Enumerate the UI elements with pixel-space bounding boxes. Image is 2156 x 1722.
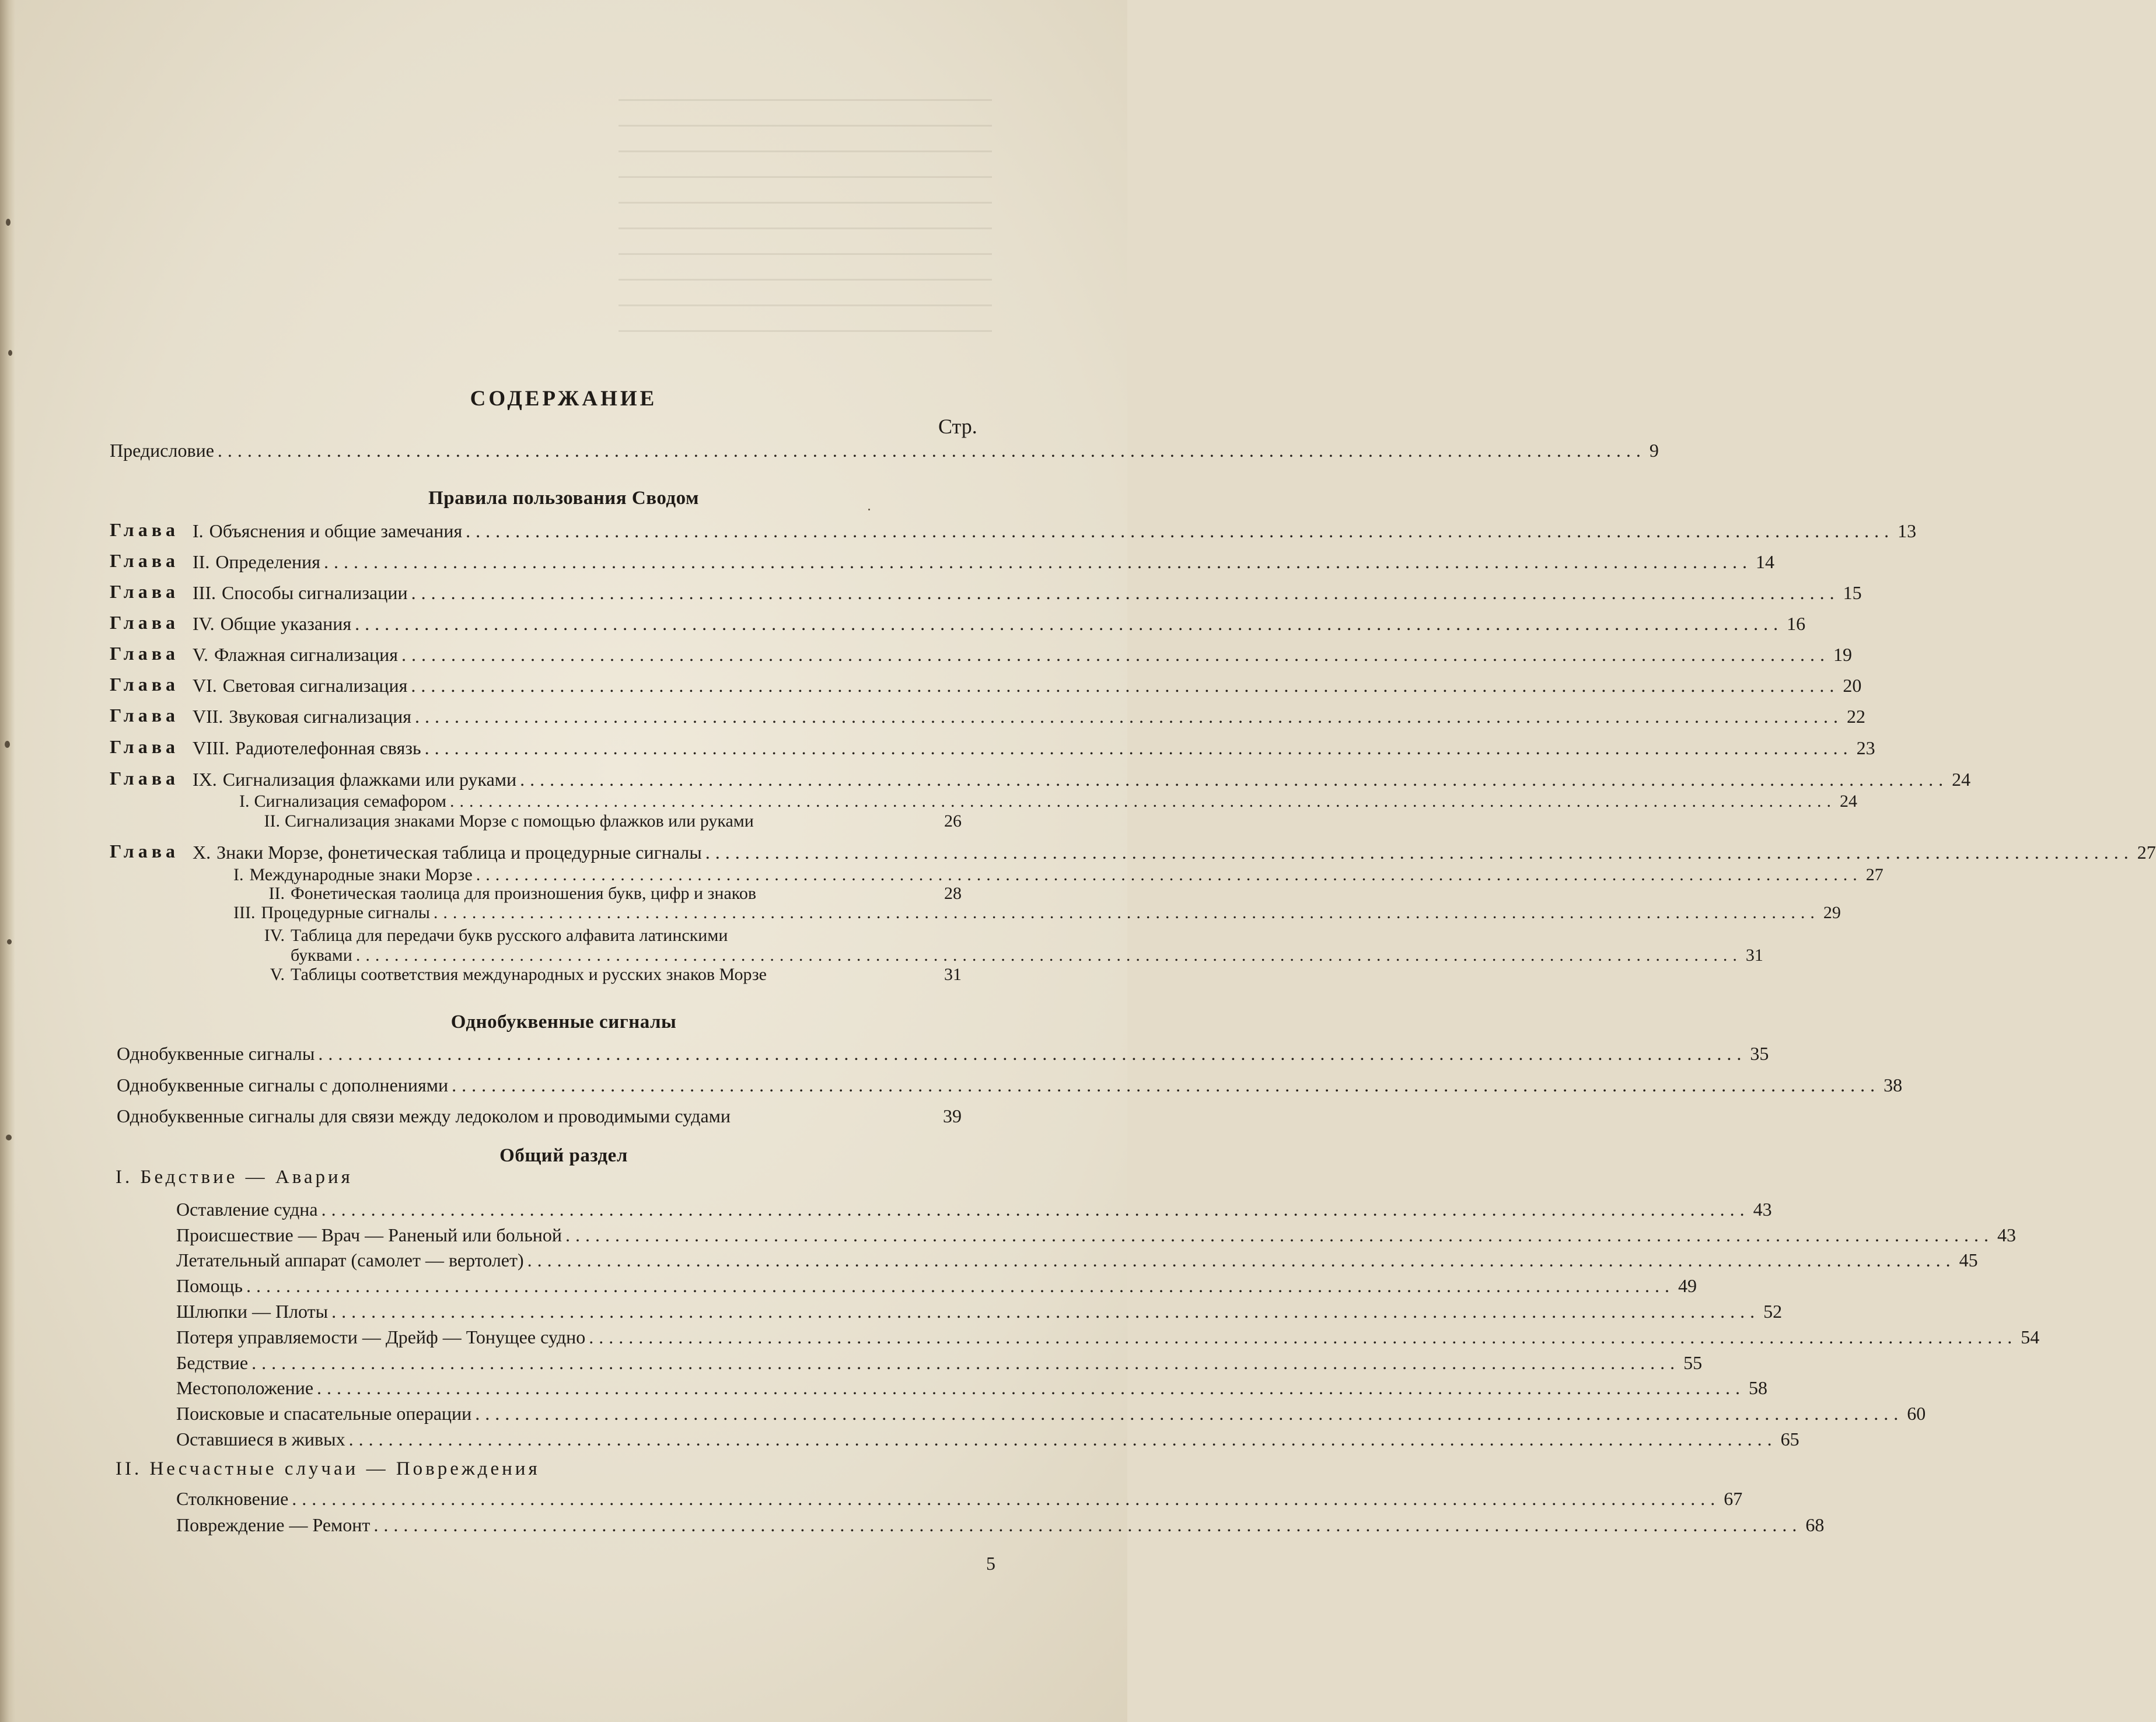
toc-label: Предисловие	[110, 440, 214, 461]
leader-dots: ................................................................................................................................................	[355, 946, 1742, 965]
chapter-number: VI.	[193, 675, 217, 696]
toc-page: 49	[1678, 1275, 1697, 1296]
toc-page: 38	[1884, 1074, 1903, 1096]
toc-row-chapter[interactable]	[193, 841, 2156, 864]
toc-label: Сигнализация флажками или руками	[222, 769, 517, 790]
toc-label: Сигнализация семафором	[254, 792, 447, 811]
toc-row-subsection[interactable]	[233, 901, 1841, 925]
leader-dots: ................................................................................................................................................	[373, 1514, 1802, 1535]
chapter-number: VIII.	[193, 737, 230, 758]
toc-row-distress-item[interactable]	[176, 1402, 1926, 1425]
toc-row-chapter[interactable]	[193, 581, 1862, 604]
subsection-number: II.	[268, 884, 285, 903]
toc-row-distress-item[interactable]	[176, 1198, 1772, 1221]
toc-page: 29	[1823, 903, 1841, 922]
toc-page: 14	[1755, 551, 1774, 572]
toc-label: Помощь	[176, 1275, 243, 1296]
part-heading-accidents: II. Несчастные случаи — Повреждения	[116, 1458, 540, 1479]
toc-page: 31	[1745, 946, 1763, 965]
leader-dots: ................................................................................................................................................	[414, 706, 1843, 727]
toc-label: Звуковая сигнализация	[229, 706, 411, 727]
toc-page: 23	[1856, 737, 1875, 758]
leader-dots: ................................................................................................................................................	[292, 1488, 1721, 1509]
leader-dots: ................................................................................................................................................	[565, 1224, 1994, 1245]
toc-label: Таблицы соответствия международных и русских знаков Морзе	[291, 965, 767, 984]
chapter-number: V.	[193, 644, 208, 665]
scan-speck	[6, 219, 11, 226]
toc-row-chapter[interactable]	[193, 519, 1917, 542]
toc-row-distress-item[interactable]	[176, 1300, 1783, 1323]
leader-dots: ................................................................................................................................................	[217, 440, 1646, 461]
chapter-word: Глава	[110, 550, 179, 571]
chapter-number: VII.	[193, 706, 223, 727]
toc-row-distress-item[interactable]	[176, 1351, 1703, 1374]
leader-dots: ................................................................................................................................................	[452, 1074, 1881, 1096]
toc-label: Оставление судна	[176, 1199, 318, 1220]
toc-page: 58	[1749, 1377, 1768, 1398]
toc-row-chapter[interactable]	[193, 550, 1774, 573]
contents-title: СОДЕРЖАНИЕ	[470, 387, 658, 411]
toc-label: Столкновение	[176, 1488, 289, 1509]
toc-page: 45	[1959, 1250, 1978, 1270]
toc-page: 24	[1840, 792, 1858, 811]
toc-label: Оставшиеся в живых	[176, 1429, 345, 1450]
toc-label: Определения	[215, 551, 320, 572]
leader-dots: ................................................................................................................................................	[348, 1429, 1777, 1450]
toc-label: Общие указания	[220, 613, 352, 634]
toc-label: Таблица для передачи букв русского алфавита латинскими	[291, 926, 728, 945]
toc-row-chapter[interactable]	[193, 643, 1852, 666]
toc-page: 60	[1907, 1403, 1926, 1424]
chapter-word: Глава	[110, 612, 179, 633]
toc-page: 68	[1805, 1514, 1825, 1535]
page-column-label: Стр.	[938, 415, 977, 438]
toc-label: Однобуквенные сигналы с дополнениями	[117, 1074, 449, 1096]
chapter-number: X.	[193, 842, 211, 863]
toc-page: 39	[943, 1105, 962, 1126]
subsection-number: I.	[233, 865, 244, 884]
toc-row-single-letter[interactable]	[117, 1104, 962, 1128]
toc-row-subsection[interactable]	[239, 810, 962, 833]
toc-label: Бедствие	[176, 1352, 249, 1373]
toc-row-distress-item[interactable]	[176, 1274, 1697, 1297]
toc-row-distress-item[interactable]	[176, 1427, 1799, 1451]
toc-label: Поисковые и спасательные операции	[176, 1403, 472, 1424]
leader-dots: ................................................................................................................................................	[424, 737, 1853, 758]
toc-page: 22	[1846, 706, 1865, 727]
leader-dots: ................................................................................................................................................	[251, 1352, 1680, 1373]
leader-dots: ................................................................................................................................................	[331, 1301, 1760, 1322]
chapter-number: I.	[193, 520, 204, 541]
toc-page: 31	[944, 965, 962, 984]
toc-page: 52	[1763, 1301, 1783, 1322]
toc-page: 43	[1753, 1199, 1772, 1220]
toc-label: Местоположение	[176, 1377, 314, 1398]
subsection-number: IV.	[264, 926, 285, 945]
leader-dots: ................................................................................................................................................	[321, 1199, 1750, 1220]
toc-label: Световая сигнализация	[222, 675, 408, 696]
part-heading-distress: I. Бедствие — Авария	[116, 1167, 353, 1188]
toc-page: 65	[1780, 1429, 1799, 1450]
toc-page: 54	[2021, 1326, 2040, 1348]
bleed-through-text	[619, 99, 992, 344]
toc-page: 16	[1787, 613, 1806, 634]
toc-row-single-letter[interactable]	[117, 1042, 1769, 1065]
leader-dots: ................................................................................................................................................	[318, 1043, 1747, 1064]
toc-row-chapter[interactable]	[193, 768, 1971, 791]
toc-page: 67	[1724, 1488, 1743, 1509]
scan-speck	[6, 1135, 12, 1140]
section-title-single-letter: Однобуквенные сигналы	[450, 1012, 677, 1032]
toc-row-single-letter[interactable]	[117, 1073, 1903, 1097]
leader-dots: ................................................................................................................................................	[450, 792, 1837, 811]
leader-dots: ................................................................................................................................................	[433, 903, 1820, 922]
toc-row-distress-item[interactable]	[176, 1325, 2040, 1349]
chapter-word: Глава	[110, 519, 179, 540]
toc-label: Международные знаки Морзе	[249, 865, 473, 884]
toc-row-chapter[interactable]	[193, 674, 1862, 697]
chapter-word: Глава	[110, 705, 179, 726]
chapter-word: Глава	[110, 768, 179, 789]
scan-speck	[868, 509, 870, 510]
toc-page: 35	[1750, 1043, 1769, 1064]
leader-dots: ................................................................................................................................................	[475, 1403, 1904, 1424]
chapter-number: IV.	[193, 613, 215, 634]
toc-label: Процедурные сигналы	[261, 903, 430, 922]
leader-dots: ................................................................................................................................................	[466, 520, 1895, 541]
leader-dots: ................................................................................................................................................	[323, 551, 1752, 572]
leader-dots: ................................................................................................................................................	[589, 1326, 2018, 1348]
chapter-number: IX.	[193, 769, 217, 790]
leader-dots: ................................................................................................................................................	[476, 865, 1863, 884]
toc-label: Летательный аппарат (самолет — вертолет)	[176, 1250, 524, 1270]
toc-label: Однобуквенные сигналы	[117, 1043, 315, 1064]
toc-label: Флажная сигнализация	[214, 644, 398, 665]
toc-label: Знаки Морзе, фонетическая таблица и процедурные сигналы	[216, 842, 702, 863]
toc-row-subsection[interactable]	[233, 963, 962, 986]
chapter-number: II.	[193, 551, 210, 572]
toc-page: 43	[1997, 1224, 2017, 1245]
toc-page: 15	[1843, 582, 1862, 603]
toc-label: Способы сигнализации	[221, 582, 408, 603]
toc-label: Объяснения и общие замечания	[209, 520, 463, 541]
leader-dots: ................................................................................................................................................	[401, 644, 1830, 665]
page-number: 5	[986, 1553, 995, 1574]
toc-row-preface[interactable]	[110, 439, 1659, 462]
toc-page: 27	[1865, 865, 1884, 884]
book-spine-shadow	[0, 0, 15, 1722]
toc-row-distress-item[interactable]	[176, 1223, 2017, 1247]
chapter-word: Глава	[110, 841, 179, 862]
leader-dots: ................................................................................................................................................	[411, 675, 1840, 696]
chapter-number: III.	[193, 582, 216, 603]
toc-row-distress-item[interactable]	[176, 1248, 1978, 1272]
leader-dots: ................................................................................................................................................	[527, 1250, 1956, 1270]
chapter-word: Глава	[110, 643, 179, 664]
scan-speck	[7, 939, 12, 944]
toc-label: Потеря управляемости — Дрейф — Тонущее судно	[176, 1326, 586, 1348]
toc-label: Однобуквенные сигналы для связи между ледоколом и проводимыми судами	[117, 1105, 731, 1126]
toc-label: Происшествие — Врач — Раненый или больной	[176, 1224, 562, 1245]
chapter-word: Глава	[110, 581, 179, 602]
subsection-number: II.	[264, 811, 280, 831]
toc-row-chapter[interactable]	[193, 612, 1806, 635]
toc-page: 9	[1649, 440, 1659, 461]
chapter-word: Глава	[110, 736, 179, 757]
toc-page: 20	[1843, 675, 1862, 696]
leader-dots: ................................................................................................................................................	[705, 842, 2134, 863]
leader-dots: ................................................................................................................................................	[411, 582, 1840, 603]
toc-label: Фонетическая таолица для произношения букв, цифр и знаков	[291, 884, 757, 903]
toc-row-accident-item[interactable]	[176, 1513, 1825, 1536]
toc-label: Сигнализация знаками Морзе с помощью флажков или руками	[285, 811, 754, 831]
toc-page: 13	[1898, 520, 1917, 541]
section-title-general: Общий раздел	[499, 1145, 628, 1166]
leader-dots: ................................................................................................................................................	[520, 769, 1949, 790]
subsection-number: I.	[239, 792, 250, 811]
toc-page: 27	[2137, 842, 2156, 863]
leader-dots: ................................................................................................................................................	[355, 613, 1784, 634]
section-title-rules: Правила пользования Сводом	[428, 488, 699, 509]
toc-label: Шлюпки — Плоты	[176, 1301, 329, 1322]
leader-dots: ................................................................................................................................................	[246, 1275, 1675, 1296]
chapter-word: Глава	[110, 674, 179, 695]
scan-speck	[8, 350, 12, 356]
toc-label: буквами	[291, 946, 352, 965]
toc-page: 24	[1952, 769, 1971, 790]
subsection-number: III.	[233, 903, 256, 922]
toc-page: 26	[944, 811, 962, 831]
toc-label: Повреждение — Ремонт	[176, 1514, 371, 1535]
toc-page: 55	[1683, 1352, 1703, 1373]
toc-page: 19	[1833, 644, 1852, 665]
subsection-number: V.	[270, 965, 285, 984]
scan-speck	[5, 741, 10, 748]
toc-page: 28	[944, 884, 962, 903]
toc-row-distress-item[interactable]	[176, 1376, 1768, 1399]
toc-row-chapter[interactable]	[193, 705, 1865, 728]
toc-row-chapter[interactable]	[193, 736, 1875, 760]
toc-row-accident-item[interactable]	[176, 1487, 1743, 1510]
leader-dots: ................................................................................................................................................	[317, 1377, 1746, 1398]
toc-label: Радиотелефонная связь	[235, 737, 421, 758]
